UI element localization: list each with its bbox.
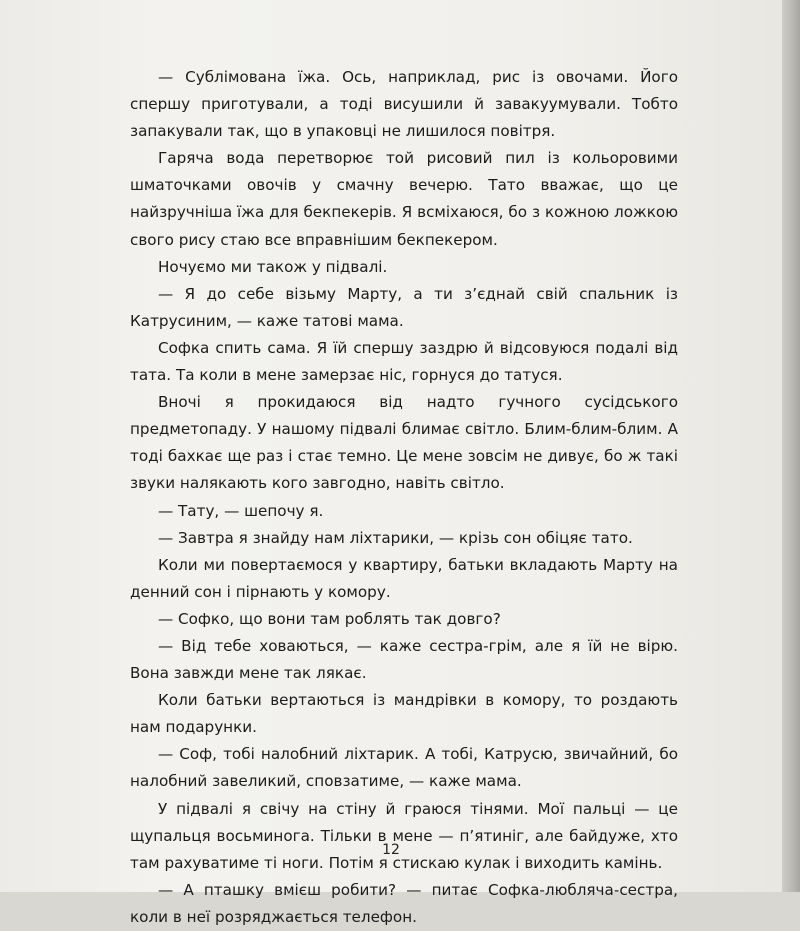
paragraph: — Тату, — шепочу я. bbox=[158, 501, 324, 520]
page-number: 12 bbox=[382, 842, 400, 858]
page-body-text bbox=[130, 64, 678, 931]
paragraph: — Я до себе візьму Марту, а ти з’єднай свій спальник із Катрусиним, — каже татові мама. bbox=[130, 284, 678, 330]
paragraph: Ночуємо ми також у підвалі. bbox=[158, 257, 388, 276]
paragraph: Коли ми повертаємося у квартиру, батьки вкладають Марту на денний сон і пірнають у комору. bbox=[130, 555, 678, 601]
paragraph: — Сублімована їжа. Ось, наприклад, рис із овочами. Його спершу приготували, а тоді висушили й завакуумували. Тобто запакували так, що в упаковці не лишилося повітря. bbox=[130, 68, 678, 141]
page-edge-shadow bbox=[782, 0, 800, 892]
paragraph: — Завтра я знайду нам ліхтарики, — крізь сон обіцяє тато. bbox=[158, 528, 633, 547]
paragraph: Вночі я прокидаюся від надто гучного сусідського предметопаду. У нашому підвалі блимає світло. Блим-блим-блим. А тоді бахкає ще раз і стає темно. Це мене зовсім не дивує, бо ж такі звуки налякають кого завгодно, навіть світло. bbox=[130, 393, 678, 493]
paragraph: — Від тебе ховаються, — каже сестра-грім, але я їй не вірю. Вона завжди мене так лякає. bbox=[130, 636, 678, 683]
paragraph: — Соф, тобі налобний ліхтарик. А тобі, Катрусю, звичайний, бо налобний завеликий, сповзатиме, — каже мама. bbox=[130, 745, 678, 791]
paragraph: У підвалі я свічу на стіну й граюся тінями. Мої пальці — це щупальця восьминога. Тільки в мене — п’ятиніг, але байдуже, хто там рахуватиме ті ноги. Потім я стискаю кулак і виходить камінь. bbox=[130, 799, 678, 872]
paragraph: Софка спить сама. Я їй спершу заздрю й відсовуюся подалі від тата. Та коли в мене замерзає ніс, горнуся до татуся. bbox=[130, 338, 678, 385]
paragraph: — Софко, що вони там роблять так довго? bbox=[158, 609, 501, 628]
paragraph: Гаряча вода перетворює той рисовий пил із кольоровими шматочками овочів у смачну вечерю. Тато вважає, що це найзручніша їжа для бекпекерів. Я всміхаюся, бо з кожною ложкою свого рису стаю все вправнішим бекпекером. bbox=[130, 149, 678, 249]
paragraph: Коли батьки вертаються із мандрівки в комору, то роздають нам подарунки. bbox=[130, 691, 678, 737]
paragraph: — А пташку вмієш робити? — питає Софка-любляча-сестра, коли в неї розряджається телефон. bbox=[130, 880, 678, 926]
